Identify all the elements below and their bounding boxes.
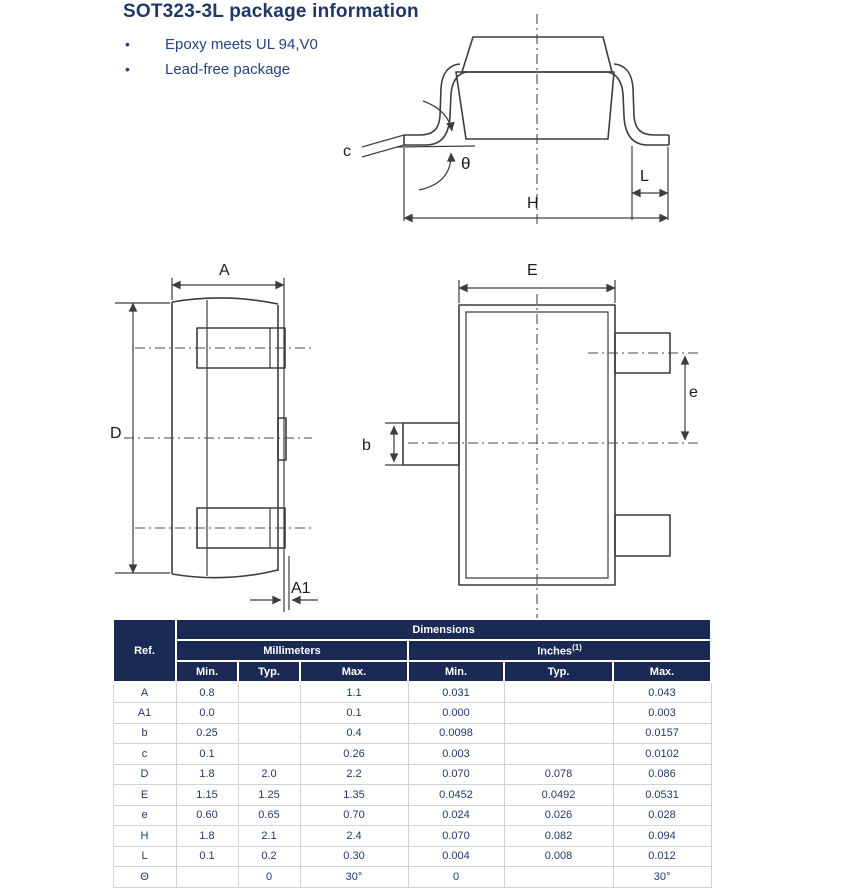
value-cell: 0.004	[408, 846, 504, 867]
value-cell	[238, 744, 300, 765]
value-cell: 0.1	[176, 744, 238, 765]
col-header-in-min: Min.	[408, 661, 504, 682]
value-cell	[504, 744, 613, 765]
table-row	[113, 703, 711, 724]
col-header-millimeters: Millimeters	[176, 640, 408, 661]
dim-label-h: H	[527, 195, 539, 212]
value-cell: 0.0157	[613, 723, 711, 744]
top-view-figure	[360, 262, 702, 624]
value-cell: 30°	[613, 867, 711, 888]
dimensions-table	[112, 618, 712, 888]
value-cell: 0.024	[408, 805, 504, 826]
value-cell: 1.35	[300, 785, 408, 806]
value-cell: 0.008	[504, 846, 613, 867]
value-cell	[504, 723, 613, 744]
table-row	[113, 785, 711, 806]
table-row	[113, 744, 711, 765]
value-cell: 30°	[300, 867, 408, 888]
value-cell: 2.2	[300, 764, 408, 785]
value-cell: 0.4	[300, 723, 408, 744]
value-cell: 2.1	[238, 826, 300, 847]
value-cell: 0.2	[238, 846, 300, 867]
front-view-figure	[105, 262, 330, 614]
col-header-mm-typ: Typ.	[238, 661, 300, 682]
dim-label-d: D	[110, 425, 122, 442]
table-row	[113, 867, 711, 888]
value-cell: 0.0098	[408, 723, 504, 744]
bullet-icon: •	[125, 61, 130, 77]
col-header-ref: Ref.	[113, 619, 176, 682]
dim-label-c: c	[343, 143, 351, 160]
value-cell: 0.60	[176, 805, 238, 826]
dim-label-a: A	[219, 262, 230, 279]
bullet-item	[125, 36, 318, 53]
ref-cell: c	[113, 744, 176, 765]
page-title: SOT323-3L package information	[123, 1, 419, 22]
value-cell	[504, 682, 613, 703]
value-cell: 0.0102	[613, 744, 711, 765]
col-header-inches: Inches$^{(1)}$	[408, 640, 711, 661]
value-cell: 1.15	[176, 785, 238, 806]
value-cell: 0.8	[176, 682, 238, 703]
ref-cell: E	[113, 785, 176, 806]
ref-cell: b	[113, 723, 176, 744]
value-cell: 0.028	[613, 805, 711, 826]
col-header-dimensions: Dimensions	[176, 619, 711, 640]
ref-cell: Θ	[113, 867, 176, 888]
dim-label-b: b	[362, 437, 371, 454]
value-cell: 0.1	[176, 846, 238, 867]
value-cell	[504, 703, 613, 724]
value-cell: 0.012	[613, 846, 711, 867]
table-row	[113, 846, 711, 867]
ref-cell: A	[113, 682, 176, 703]
value-cell: 0.026	[504, 805, 613, 826]
side-view-figure	[335, 8, 680, 230]
table-row	[113, 805, 711, 826]
dim-label-l: L	[640, 168, 649, 185]
dim-label-a1: A1	[291, 580, 311, 597]
value-cell: 0.078	[504, 764, 613, 785]
value-cell: 0.70	[300, 805, 408, 826]
value-cell: 0.26	[300, 744, 408, 765]
value-cell: 0.0492	[504, 785, 613, 806]
value-cell: 0.094	[613, 826, 711, 847]
value-cell: 0.000	[408, 703, 504, 724]
value-cell: 2.0	[238, 764, 300, 785]
value-cell: 0.070	[408, 764, 504, 785]
value-cell: 0.65	[238, 805, 300, 826]
value-cell: 0.003	[613, 703, 711, 724]
value-cell	[238, 723, 300, 744]
value-cell: 0.25	[176, 723, 238, 744]
table-row	[113, 764, 711, 785]
table-row	[113, 826, 711, 847]
value-cell: 0.070	[408, 826, 504, 847]
col-header-mm-min: Min.	[176, 661, 238, 682]
ref-cell: A1	[113, 703, 176, 724]
value-cell: 0.086	[613, 764, 711, 785]
value-cell: 0.082	[504, 826, 613, 847]
value-cell: 0.043	[613, 682, 711, 703]
dim-label-e-pitch: e	[689, 384, 698, 401]
ref-cell: D	[113, 764, 176, 785]
value-cell: 0.031	[408, 682, 504, 703]
ref-cell: H	[113, 826, 176, 847]
value-cell: 1.25	[238, 785, 300, 806]
value-cell: 0.0	[176, 703, 238, 724]
value-cell	[238, 682, 300, 703]
bullet-item	[125, 61, 290, 78]
dimensions-table-body	[113, 682, 711, 887]
col-header-in-typ: Typ.	[504, 661, 613, 682]
footnote-marker: (1)	[572, 643, 582, 653]
value-cell	[238, 703, 300, 724]
ref-cell: L	[113, 846, 176, 867]
value-cell: 0	[408, 867, 504, 888]
value-cell: 0.30	[300, 846, 408, 867]
table-row	[113, 723, 711, 744]
bullet-text: Lead-free package	[165, 61, 291, 78]
value-cell: 2.4	[300, 826, 408, 847]
value-cell	[176, 867, 238, 888]
value-cell: 0.0452	[408, 785, 504, 806]
value-cell: 0	[238, 867, 300, 888]
col-header-mm-max: Max.	[300, 661, 408, 682]
bullet-icon: •	[125, 36, 130, 52]
value-cell: 1.1	[300, 682, 408, 703]
bullet-text: Epoxy meets UL 94,V0	[165, 36, 318, 53]
value-cell	[504, 867, 613, 888]
table-row	[113, 682, 711, 703]
value-cell: 0.0531	[613, 785, 711, 806]
value-cell: 0.003	[408, 744, 504, 765]
ref-cell: e	[113, 805, 176, 826]
value-cell: 0.1	[300, 703, 408, 724]
dim-label-theta: θ	[461, 154, 471, 173]
col-header-in-max: Max.	[613, 661, 711, 682]
value-cell: 1.8	[176, 826, 238, 847]
dim-label-e-body: E	[527, 262, 538, 279]
value-cell: 1.8	[176, 764, 238, 785]
